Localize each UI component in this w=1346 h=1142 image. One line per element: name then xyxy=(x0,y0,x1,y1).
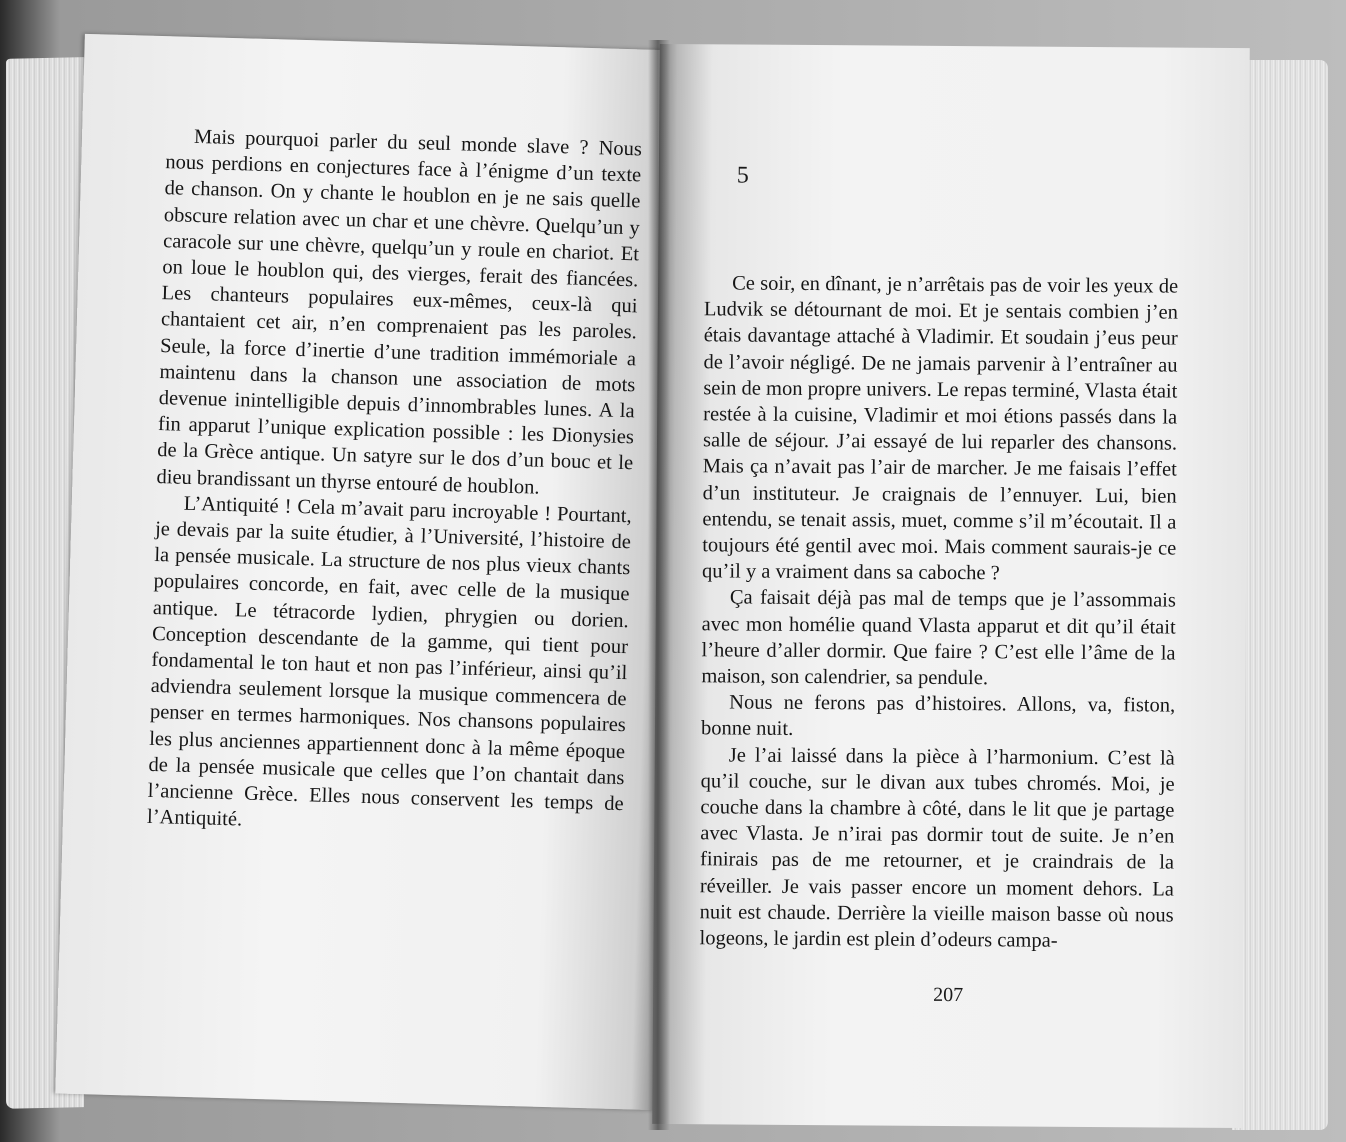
right-paragraph-3: Nous ne ferons pas d’histoires. Allons, va, fiston, bonne nuit. xyxy=(700,691,1176,741)
left-page-text xyxy=(147,123,643,843)
chapter-number: 5 xyxy=(736,162,749,189)
page-number: 207 xyxy=(933,983,964,1007)
left-paragraph-2: L’Antiquité ! Cela m’avait paru incroyable ! Pourtant, je devais par la suite étudier, à l’Université, l’histoire de la pensée musicale. La structure de nos plus vieux chants populaires concorde, en fait, avec celle de la musique antique. Le tétracorde lydien, phrygien ou dorien. Conception descendante de la gamme, qui tient pour fondamental le ton haut et non pas l’inférieur, ainsi qu’il adviendra seulement lorsque la musique commencera de penser en termes harmoniques. Nos chansons populaires les plus anciennes appartiennent donc à la même époque de la pensée musicale que celles que l’on chantait dans l’ancienne Grèce. Elles nous conservent les temps de l’Antiquité. xyxy=(146,492,632,831)
book-gutter xyxy=(648,40,670,1130)
left-paragraph-1: Mais pourquoi parler du seul monde slave ? Nous nous perdions en conjectures face à l’énigme d’un texte de chanson. On y chante le houblon en je ne sais quelle obscure relation avec un char et une chèvre. Quelqu’un y caracole sur une chèvre, quelqu’un y roule en chariot. Et on loue le houblon qui, des vierges, ferait des fiancées. Les chanteurs populaires eux-mêmes, ceux-là qui chantaient cet air, n’en comprenaient pas les paroles. Seule, la force d’inertie d’une tradition immémoriale a maintenu dans la chanson une association de mots devenue inintelligible depuis d’innombrables lunes. A la fin apparut l’unique explication possible : les Dionysies de la Grèce antique. Un satyre sur le dos d’un bouc et le dieu brandissant un thyrse entouré de houblon. xyxy=(156,125,643,499)
right-paragraph-1: Ce soir, en dînant, je n’arrêtais pas de voir les yeux de Ludvik se détournant de moi. Et je sentais combien j’en étais davantage attaché à Vladimir. Et soudain j’eus peur de l’avoir négligé. De ne jamais parvenir à l’entraîner au sein de mon propre univers. Le repas terminé, Vlasta était restée à la cuisine, Vladimir et moi étions passés dans la salle de séjour. J’ai essayé de lui reparler des chansons. Mais ça n’avait pas l’air de marcher. Je me faisais l’effet d’un instituteur. Je craignais de l’ennuyer. Lui, bien entendu, se tenait assis, muet, comme s’il m’écoutait. Il a toujours été gentil avec moi. Mais comment saurais-je ce qu’il y a vraiment dans sa caboche ? xyxy=(702,272,1179,585)
left-page xyxy=(55,34,684,1110)
right-paragraph-4: Je l’ai laissé dans la pièce à l’harmonium. C’est là qu’il couche, sur le divan aux tubes chromés. Moi, je couche dans la chambre à côté, dans le lit que je partage avec Vlasta. Je n’irai pas dormir tout de suite. Je n’en finirais pas de me retourner, et je craindrais de la réveiller. Je vais passer encore un moment dehors. La nuit est chaude. Derrière la vieille maison basse où nous logeons, le jardin est plein d’odeurs campa- xyxy=(699,744,1175,952)
right-page xyxy=(652,44,1250,1128)
right-paragraph-2: Ça faisait déjà pas mal de temps que je l’assommais avec mon homélie quand Vlasta apparut et dit qu’il était l’heure d’aller dormir. Que faire ? C’est elle l’âme de la maison, son calendrier, sa pendule. xyxy=(701,586,1176,690)
right-page-text xyxy=(699,270,1178,955)
